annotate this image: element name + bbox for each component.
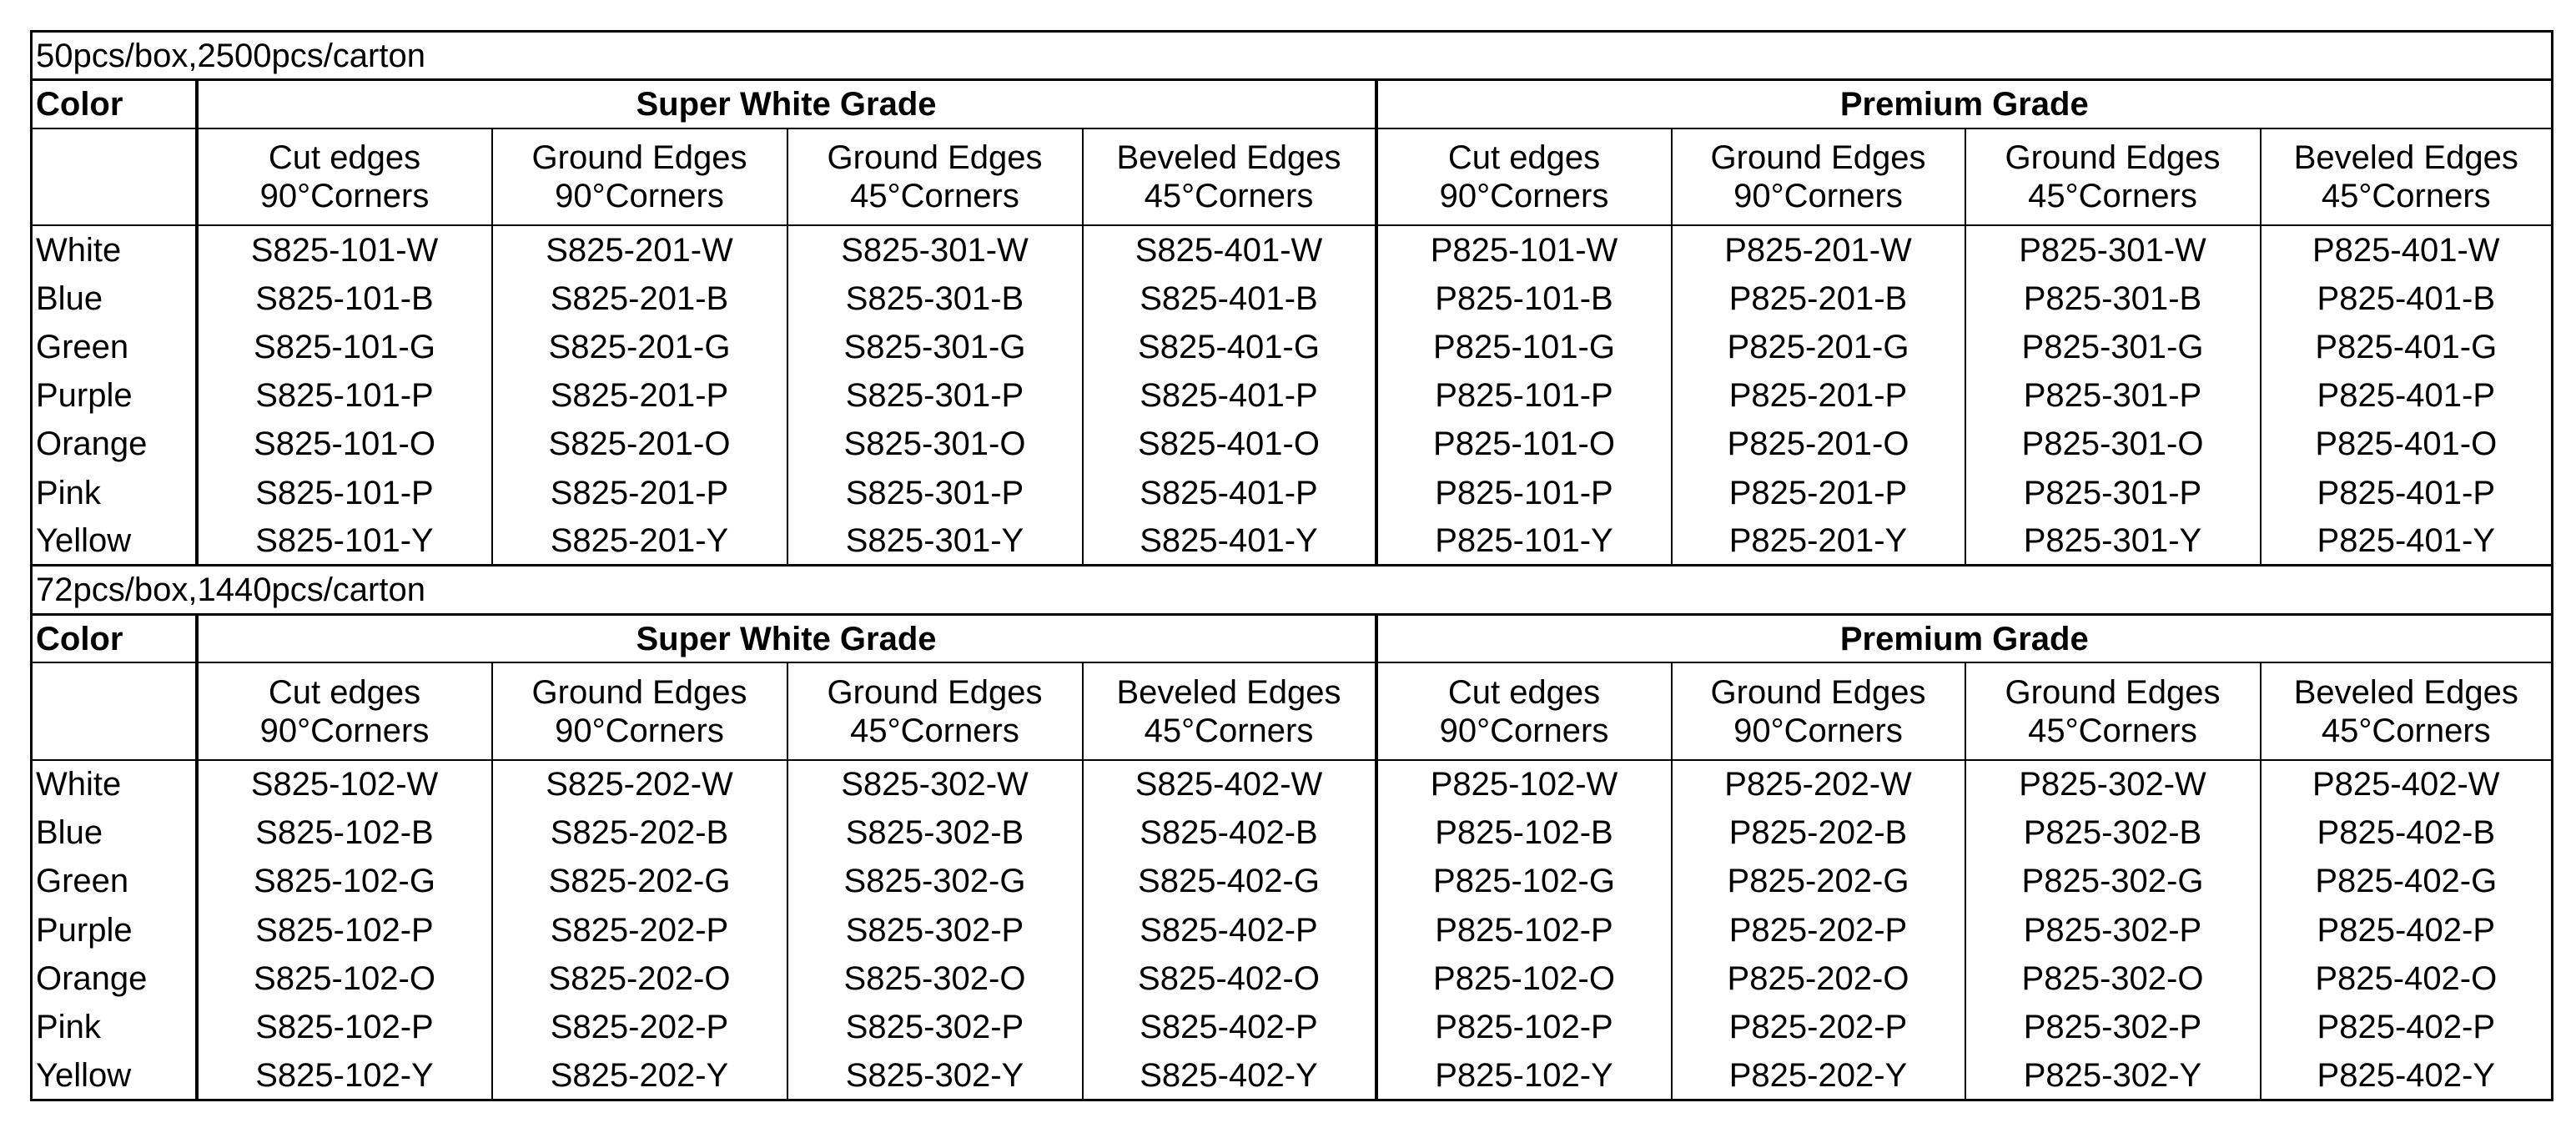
product-code-cell: S825-301-B xyxy=(787,274,1083,323)
product-code-cell: S825-202-G xyxy=(492,857,787,905)
corner-type-label: 90°Corners xyxy=(1733,712,1903,749)
color-name-cell: Yellow xyxy=(32,1051,197,1100)
product-code-cell: S825-202-O xyxy=(492,954,787,1003)
product-code-cell: S825-102-W xyxy=(197,760,492,808)
color-name-cell: Blue xyxy=(32,808,197,857)
product-code-cell: S825-101-P xyxy=(197,468,492,516)
edge-type-label: Beveled Edges xyxy=(1116,139,1341,177)
color-name-cell: Yellow xyxy=(32,517,197,566)
edge-type-label: Ground Edges xyxy=(827,673,1043,711)
edge-type-header xyxy=(1083,662,1376,759)
edge-type-label: Beveled Edges xyxy=(2293,139,2518,177)
edge-type-header xyxy=(197,128,492,225)
product-code-cell: S825-302-W xyxy=(787,760,1083,808)
product-code-cell: P825-202-W xyxy=(1672,760,1965,808)
product-code-cell: S825-302-P xyxy=(787,905,1083,954)
product-code-cell: P825-402-O xyxy=(2261,954,2553,1003)
product-code-cell: S825-102-P xyxy=(197,905,492,954)
table-row xyxy=(32,371,2553,420)
product-code-cell: P825-202-Y xyxy=(1672,1051,1965,1100)
corner-type-label: 45°Corners xyxy=(2028,178,2197,215)
product-code-cell: P825-402-W xyxy=(2261,760,2553,808)
edge-type-header xyxy=(1672,128,1965,225)
product-code-cell: P825-101-G xyxy=(1376,323,1672,371)
edge-type-label: Ground Edges xyxy=(531,139,747,177)
grade-header-row xyxy=(32,614,2553,662)
product-code-cell: P825-302-B xyxy=(1965,808,2261,857)
section-caption-row xyxy=(32,566,2553,614)
corner-type-label: 45°Corners xyxy=(850,712,1019,749)
edge-type-header-row xyxy=(32,662,2553,759)
product-code-cell: S825-201-P xyxy=(492,371,787,420)
edge-type-header-row xyxy=(32,128,2553,225)
corner-type-label: 45°Corners xyxy=(1144,712,1314,749)
product-code-cell: P825-201-P xyxy=(1672,371,1965,420)
product-code-cell: S825-102-G xyxy=(197,857,492,905)
edge-type-label: Cut edges xyxy=(268,673,421,711)
product-code-cell: P825-301-W xyxy=(1965,225,2261,274)
product-code-cell: P825-201-Y xyxy=(1672,517,1965,566)
product-code-cell: S825-101-W xyxy=(197,225,492,274)
product-code-cell: S825-301-W xyxy=(787,225,1083,274)
product-code-cell: S825-401-P xyxy=(1083,468,1376,516)
product-code-cell: S825-202-P xyxy=(492,1003,787,1051)
edge-type-label: Cut edges xyxy=(1447,139,1601,177)
color-header-blank-cell xyxy=(32,128,197,225)
product-code-cell: P825-402-P xyxy=(2261,905,2553,954)
edge-type-label: Cut edges xyxy=(1447,673,1601,711)
table-row xyxy=(32,225,2553,274)
table-row xyxy=(32,1051,2553,1100)
product-code-cell: P825-101-Y xyxy=(1376,517,1672,566)
product-code-cell: P825-402-Y xyxy=(2261,1051,2553,1100)
corner-type-label: 90°Corners xyxy=(259,178,430,215)
table-row xyxy=(32,420,2553,468)
product-code-cell: S825-201-G xyxy=(492,323,787,371)
table-body xyxy=(32,32,2553,1100)
corner-type-label: 45°Corners xyxy=(2321,712,2491,749)
product-code-cell: P825-101-W xyxy=(1376,225,1672,274)
product-code-cell: S825-302-Y xyxy=(787,1051,1083,1100)
edge-type-label: Ground Edges xyxy=(1710,139,1926,177)
product-code-cell: S825-102-B xyxy=(197,808,492,857)
product-code-cell: P825-302-O xyxy=(1965,954,2261,1003)
corner-type-label: 90°Corners xyxy=(555,178,724,215)
product-code-cell: S825-301-P xyxy=(787,468,1083,516)
product-code-cell: S825-201-Y xyxy=(492,517,787,566)
product-code-cell: P825-302-P xyxy=(1965,1003,2261,1051)
edge-type-label: Cut edges xyxy=(268,139,421,177)
product-code-table xyxy=(30,30,2553,1101)
product-code-cell: S825-401-Y xyxy=(1083,517,1376,566)
product-code-cell: S825-302-G xyxy=(787,857,1083,905)
product-code-cell: S825-402-O xyxy=(1083,954,1376,1003)
color-name-cell: Orange xyxy=(32,420,197,468)
product-code-cell: S825-301-G xyxy=(787,323,1083,371)
corner-type-label: 90°Corners xyxy=(1733,178,1903,215)
product-code-cell: P825-401-B xyxy=(2261,274,2553,323)
product-code-cell: S825-302-B xyxy=(787,808,1083,857)
edge-type-label: Ground Edges xyxy=(2005,139,2221,177)
color-name-cell: Blue xyxy=(32,274,197,323)
product-code-cell: S825-402-P xyxy=(1083,905,1376,954)
product-code-cell: P825-101-P xyxy=(1376,468,1672,516)
color-name-cell: White xyxy=(32,760,197,808)
edge-type-label: Ground Edges xyxy=(2005,673,2221,711)
edge-type-header xyxy=(1965,662,2261,759)
section-caption: 72pcs/box,1440pcs/carton xyxy=(32,566,2553,614)
product-code-cell: S825-401-P xyxy=(1083,371,1376,420)
color-name-cell: Green xyxy=(32,857,197,905)
product-code-cell: S825-401-G xyxy=(1083,323,1376,371)
product-code-cell: S825-202-W xyxy=(492,760,787,808)
corner-type-label: 45°Corners xyxy=(2321,178,2491,215)
table-row xyxy=(32,808,2553,857)
edge-type-header xyxy=(197,662,492,759)
product-code-cell: S825-201-O xyxy=(492,420,787,468)
grade-header-row xyxy=(32,80,2553,128)
super-white-grade-header: Super White Grade xyxy=(197,614,1376,662)
product-code-cell: S825-402-B xyxy=(1083,808,1376,857)
product-code-cell: P825-402-P xyxy=(2261,1003,2553,1051)
color-name-cell: Orange xyxy=(32,954,197,1003)
product-code-cell: P825-101-O xyxy=(1376,420,1672,468)
product-code-cell: S825-201-B xyxy=(492,274,787,323)
product-code-cell: P825-201-B xyxy=(1672,274,1965,323)
edge-type-header xyxy=(2261,128,2553,225)
edge-type-header xyxy=(1376,128,1672,225)
corner-type-label: 90°Corners xyxy=(1439,178,1609,215)
product-code-cell: P825-302-W xyxy=(1965,760,2261,808)
edge-type-label: Beveled Edges xyxy=(1116,673,1341,711)
table-row xyxy=(32,323,2553,371)
edge-type-header xyxy=(787,662,1083,759)
product-code-cell: S825-401-W xyxy=(1083,225,1376,274)
product-code-cell: P825-301-O xyxy=(1965,420,2261,468)
edge-type-header xyxy=(787,128,1083,225)
product-code-cell: S825-101-P xyxy=(197,371,492,420)
edge-type-label: Ground Edges xyxy=(827,139,1043,177)
product-code-cell: P825-301-B xyxy=(1965,274,2261,323)
color-name-cell: Purple xyxy=(32,905,197,954)
color-name-cell: Purple xyxy=(32,371,197,420)
product-code-cell: S825-202-B xyxy=(492,808,787,857)
product-code-cell: S825-301-O xyxy=(787,420,1083,468)
color-column-header: Color xyxy=(32,614,197,662)
corner-type-label: 90°Corners xyxy=(259,712,430,749)
corner-type-label: 45°Corners xyxy=(2028,712,2197,749)
edge-type-label: Ground Edges xyxy=(531,673,747,711)
color-name-cell: Pink xyxy=(32,468,197,516)
table-row xyxy=(32,468,2553,516)
edge-type-label: Ground Edges xyxy=(1710,673,1926,711)
product-code-cell: P825-401-O xyxy=(2261,420,2553,468)
color-name-cell: Green xyxy=(32,323,197,371)
product-code-cell: P825-102-W xyxy=(1376,760,1672,808)
product-code-cell: S825-402-G xyxy=(1083,857,1376,905)
product-code-cell: S825-102-Y xyxy=(197,1051,492,1100)
product-code-cell: P825-201-O xyxy=(1672,420,1965,468)
product-code-cell: S825-202-Y xyxy=(492,1051,787,1100)
table-row xyxy=(32,954,2553,1003)
product-code-cell: P825-301-G xyxy=(1965,323,2261,371)
corner-type-label: 90°Corners xyxy=(555,712,724,749)
product-code-cell: S825-101-B xyxy=(197,274,492,323)
super-white-grade-header: Super White Grade xyxy=(197,80,1376,128)
product-code-cell: P825-202-G xyxy=(1672,857,1965,905)
product-code-cell: S825-201-W xyxy=(492,225,787,274)
corner-type-label: 45°Corners xyxy=(1144,178,1314,215)
product-code-cell: P825-402-B xyxy=(2261,808,2553,857)
table-row xyxy=(32,1003,2553,1051)
edge-type-header xyxy=(1965,128,2261,225)
product-code-cell: S825-301-P xyxy=(787,371,1083,420)
product-code-cell: P825-401-W xyxy=(2261,225,2553,274)
edge-type-header xyxy=(492,662,787,759)
color-header-blank-cell xyxy=(32,662,197,759)
product-code-cell: S825-102-P xyxy=(197,1003,492,1051)
product-code-cell: S825-402-W xyxy=(1083,760,1376,808)
product-code-cell: P825-302-P xyxy=(1965,905,2261,954)
product-code-cell: S825-402-Y xyxy=(1083,1051,1376,1100)
section-caption-row xyxy=(32,32,2553,80)
product-code-cell: S825-402-P xyxy=(1083,1003,1376,1051)
product-code-cell: P825-201-W xyxy=(1672,225,1965,274)
product-code-cell: S825-301-Y xyxy=(787,517,1083,566)
product-code-cell: P825-102-P xyxy=(1376,905,1672,954)
product-code-cell: S825-302-P xyxy=(787,1003,1083,1051)
edge-type-header xyxy=(1376,662,1672,759)
product-code-cell: S825-401-B xyxy=(1083,274,1376,323)
corner-type-label: 45°Corners xyxy=(850,178,1019,215)
product-code-cell: S825-302-O xyxy=(787,954,1083,1003)
corner-type-label: 90°Corners xyxy=(1439,712,1609,749)
product-code-cell: P825-101-B xyxy=(1376,274,1672,323)
product-code-cell: P825-102-B xyxy=(1376,808,1672,857)
edge-type-header xyxy=(1672,662,1965,759)
product-code-cell: P825-301-P xyxy=(1965,371,2261,420)
product-code-cell: P825-102-O xyxy=(1376,954,1672,1003)
product-code-cell: P825-202-O xyxy=(1672,954,1965,1003)
section-caption: 50pcs/box,2500pcs/carton xyxy=(32,32,2553,80)
product-code-cell: S825-101-O xyxy=(197,420,492,468)
product-code-cell: S825-202-P xyxy=(492,905,787,954)
table-row xyxy=(32,905,2553,954)
edge-type-label: Beveled Edges xyxy=(2293,673,2518,711)
product-code-cell: P825-401-G xyxy=(2261,323,2553,371)
premium-grade-header: Premium Grade xyxy=(1376,80,2553,128)
product-code-cell: P825-401-P xyxy=(2261,371,2553,420)
product-code-cell: P825-201-P xyxy=(1672,468,1965,516)
product-code-cell: P825-202-P xyxy=(1672,905,1965,954)
product-code-cell: S825-401-O xyxy=(1083,420,1376,468)
product-code-cell: P825-301-P xyxy=(1965,468,2261,516)
product-code-cell: P825-402-G xyxy=(2261,857,2553,905)
product-code-cell: P825-102-P xyxy=(1376,1003,1672,1051)
color-name-cell: Pink xyxy=(32,1003,197,1051)
table-row xyxy=(32,517,2553,566)
product-code-cell: P825-302-Y xyxy=(1965,1051,2261,1100)
color-name-cell: White xyxy=(32,225,197,274)
product-code-cell: P825-101-P xyxy=(1376,371,1672,420)
product-code-cell: P825-202-B xyxy=(1672,808,1965,857)
color-column-header: Color xyxy=(32,80,197,128)
edge-type-header xyxy=(492,128,787,225)
table-row xyxy=(32,274,2553,323)
product-code-cell: S825-102-O xyxy=(197,954,492,1003)
product-code-cell: S825-101-G xyxy=(197,323,492,371)
product-code-cell: P825-301-Y xyxy=(1965,517,2261,566)
product-code-cell: P825-201-G xyxy=(1672,323,1965,371)
edge-type-header xyxy=(1083,128,1376,225)
product-code-cell: P825-401-P xyxy=(2261,468,2553,516)
product-code-cell: P825-302-G xyxy=(1965,857,2261,905)
product-code-cell: P825-401-Y xyxy=(2261,517,2553,566)
table-row xyxy=(32,857,2553,905)
product-code-cell: P825-102-Y xyxy=(1376,1051,1672,1100)
product-code-cell: P825-102-G xyxy=(1376,857,1672,905)
premium-grade-header: Premium Grade xyxy=(1376,614,2553,662)
product-code-cell: S825-201-P xyxy=(492,468,787,516)
edge-type-header xyxy=(2261,662,2553,759)
table-row xyxy=(32,760,2553,808)
product-code-cell: P825-202-P xyxy=(1672,1003,1965,1051)
product-code-cell: S825-101-Y xyxy=(197,517,492,566)
